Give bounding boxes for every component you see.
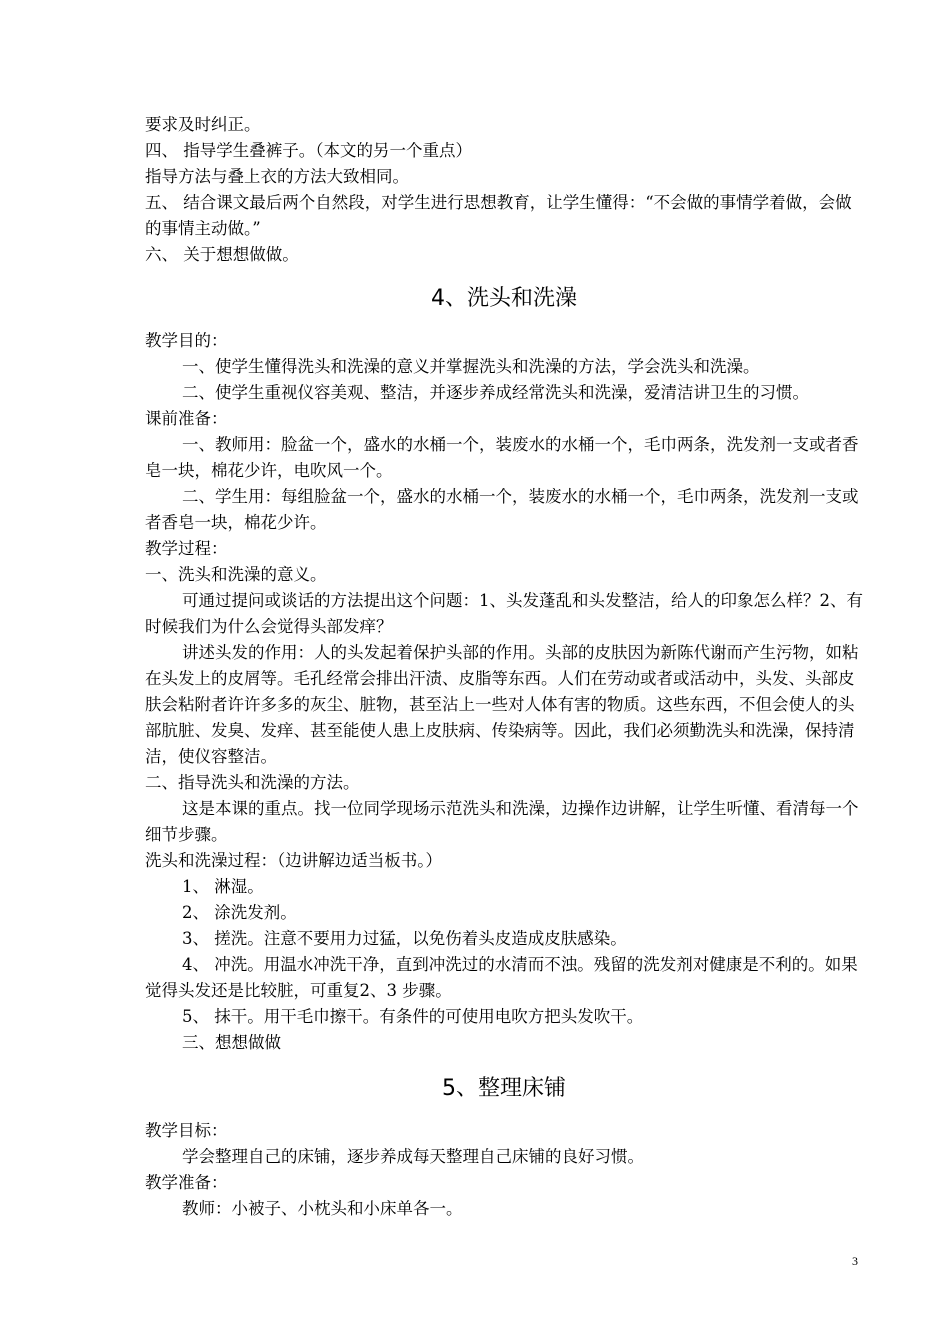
step-item: 5、 抹干。用干毛巾擦干。有条件的可使用电吹方把头发吹干。 <box>182 1007 644 1026</box>
text-line: 四、 指导学生叠裤子。（本文的另一个重点） <box>145 141 472 160</box>
paragraph: 这是本课的重点。找一位同学现场示范洗头和洗澡，边操作边讲解，让学生听懂、看清每一个细节步骤。 <box>145 799 859 844</box>
step-item: 2、 涂洗发剂。 <box>182 903 297 922</box>
part-title: 二、指导洗头和洗澡的方法。 <box>145 773 360 792</box>
process-label: 教学过程： <box>145 539 228 558</box>
goal-label: 教学目标： <box>145 1121 228 1140</box>
prep-label: 课前准备： <box>145 409 228 428</box>
prep-label: 教学准备： <box>145 1173 228 1192</box>
text-line: 五、 结合课文最后两个自然段，对学生进行思想教育，让学生懂得：“不会做的事情学着做，会做的事情主动做。” <box>145 193 852 238</box>
step-item: 4、 冲洗。用温水冲洗干净，直到冲洗过的水清而不浊。残留的洗发剂对健康是不利的。如果觉得头发还是比较脏，可重复2、3 步骤。 <box>145 955 858 1000</box>
text-line: 六、 关于想想做做。 <box>145 245 299 264</box>
paragraph: 讲述头发的作用：人的头发起着保护头部的作用。头部的皮肤因为新陈代谢而产生污物，如粘在头发上的皮屑等。毛孔经常会排出汗渍、皮脂等东西。人们在劳动或者或活动中，头发、头部皮肤会粘附者许许多多的灰尘、脏物，甚至沾上一些对人体有害的物质。这些东西，不但会使人的头部肮脏、发臭、发痒、甚至能使人患上皮肤病、传染病等。因此，我们必须勤洗头和洗澡，保持清洁，使仪容整洁。 <box>145 643 859 766</box>
steps-label: 洗头和洗澡过程：（边讲解边适当板书。） <box>145 851 442 870</box>
paragraph: 可通过提问或谈话的方法提出这个问题：1、头发蓬乱和头发整洁，给人的印象怎么样？2、有时候我们为什么会觉得头部发痒？ <box>145 591 863 636</box>
page-body <box>145 112 863 1222</box>
step-item: 1、 淋湿。 <box>182 877 264 896</box>
prep-item: 教师：小被子、小枕头和小床单各一。 <box>182 1199 463 1218</box>
text-line: 指导方法与叠上衣的方法大致相同。 <box>145 167 409 186</box>
prep-item: 二、学生用：每组脸盆一个，盛水的水桶一个，装废水的水桶一个，毛巾两条，洗发剂一支或者香皂一块，棉花少许。 <box>145 487 859 532</box>
goal-label: 教学目的： <box>145 331 228 350</box>
goal-item: 一、使学生懂得洗头和洗澡的意义并掌握洗头和洗澡的方法，学会洗头和洗澡。 <box>182 357 760 376</box>
page-number: 3 <box>852 1254 858 1268</box>
part-title: 三、想想做做 <box>182 1033 281 1052</box>
step-item: 3、 搓洗。注意不要用力过猛，以免伤着头皮造成皮肤感染。 <box>182 929 627 948</box>
text-line: 要求及时纠正。 <box>145 115 261 134</box>
section-title-5: 5、整理床铺 <box>442 1076 566 1101</box>
goal-item: 二、使学生重视仪容美观、整洁，并逐步养成经常洗头和洗澡，爱清洁讲卫生的习惯。 <box>182 383 809 402</box>
part-title: 一、洗头和洗澡的意义。 <box>145 565 327 584</box>
prep-item: 一、教师用：脸盆一个，盛水的水桶一个，装废水的水桶一个，毛巾两条，洗发剂一支或者香皂一块，棉花少许，电吹风一个。 <box>145 435 859 480</box>
goal-item: 学会整理自己的床铺，逐步养成每天整理自己床铺的良好习惯。 <box>182 1147 644 1166</box>
section-title-4: 4、洗头和洗澡 <box>431 286 577 311</box>
